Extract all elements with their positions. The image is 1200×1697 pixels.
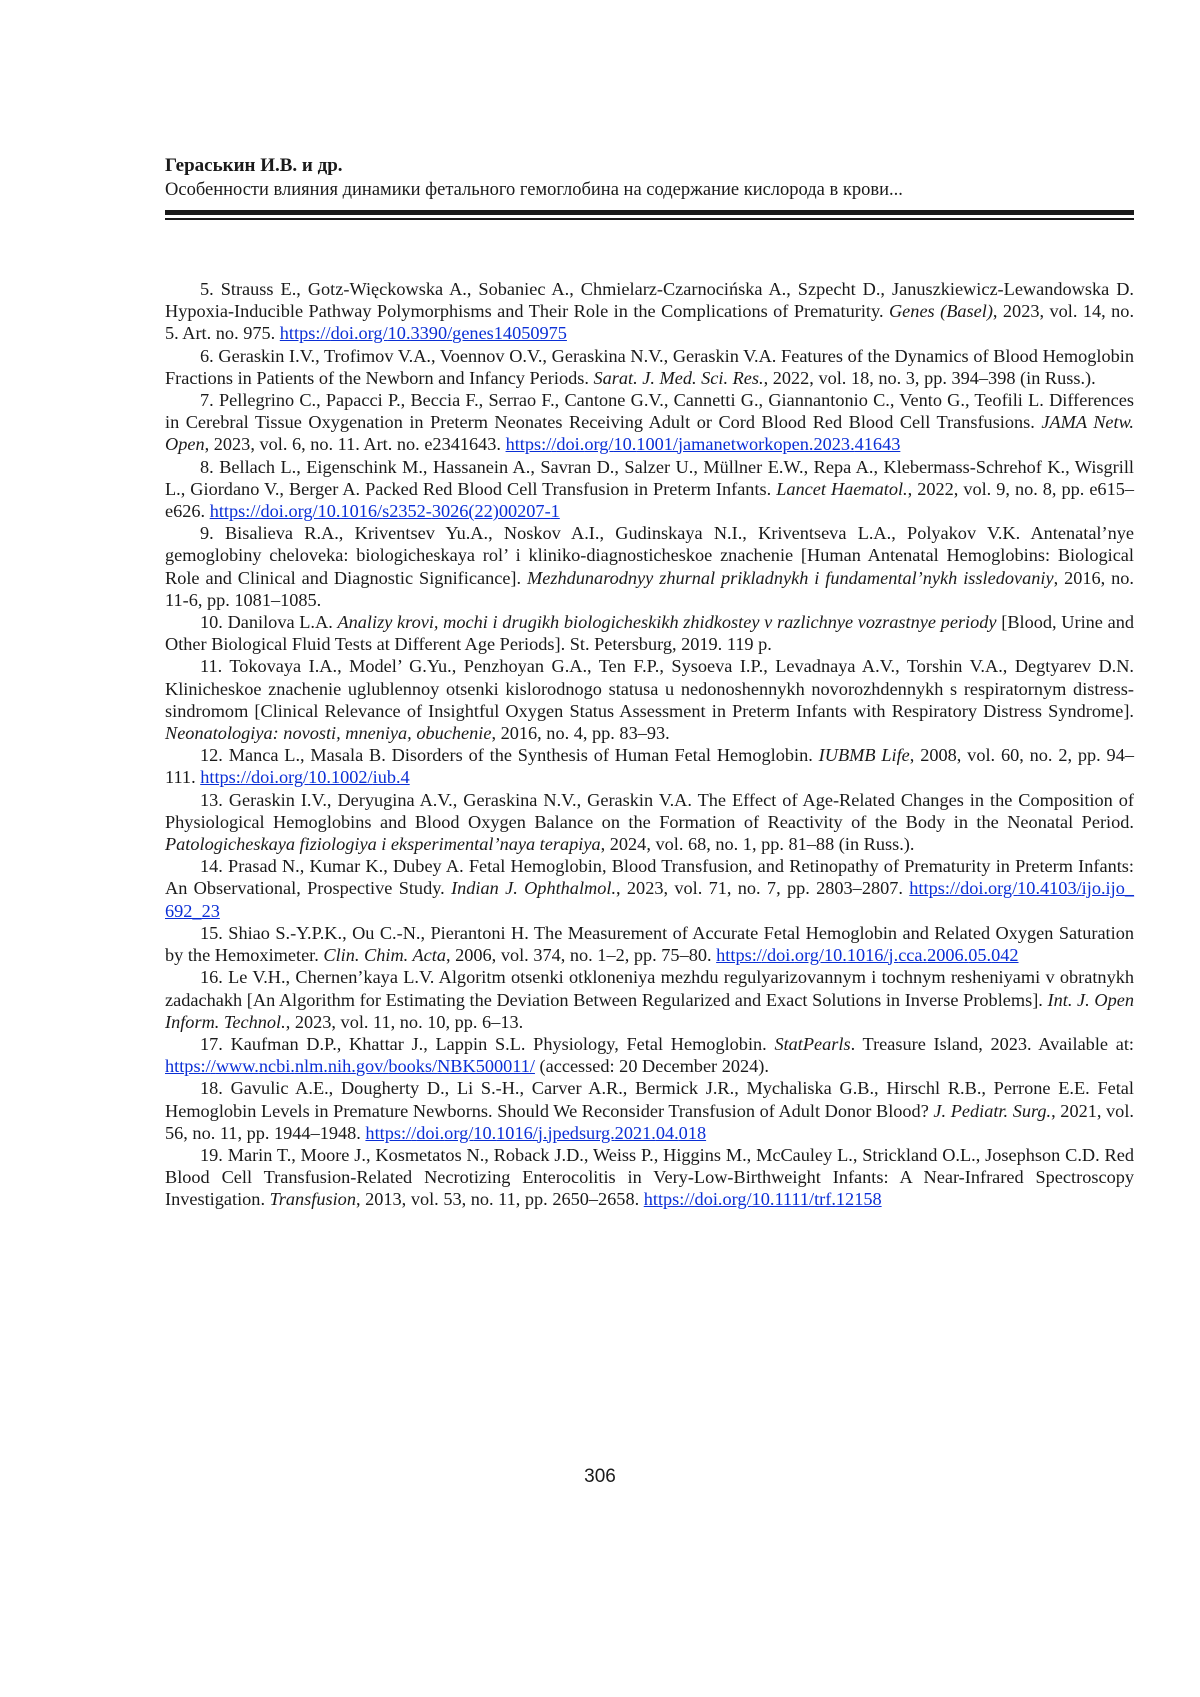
reference-item <box>165 611 1134 655</box>
doi-link[interactable]: https://doi.org/10.1016/s2352-3026(22)00207-1 <box>209 501 560 522</box>
reference-text: Geraskin I.V., Deryugina A.V., Geraskina N.V., Geraskin V.A. The Effect of Age-Related Changes in the Composition of Physiological Hemoglobins and Blood Oxygen Balance on the Formation of Reactivity of the Body in the Neonatal Period. <box>165 789 1134 832</box>
reference-item <box>165 1033 1134 1077</box>
journal-title: Transfusion <box>269 1189 356 1210</box>
journal-title: Int. J. Open Inform. Technol. <box>165 989 1134 1032</box>
header-authors: Гераськин И.В. и др. <box>165 155 343 176</box>
journal-title: Lancet Haematol. <box>776 478 908 499</box>
reference-text: Geraskin I.V., Trofimov V.A., Voennov O.V., Geraskina N.V., Geraskin V.A. Features of the Dynamics of Blood Hemoglobin Fractions in Patients of the Newborn and Infancy Periods. <box>165 345 1134 388</box>
reference-number: 8. <box>200 456 214 477</box>
reference-number: 18. <box>200 1078 223 1099</box>
journal-title: Neonatologiya: novosti, mneniya, obuchenie <box>165 723 492 744</box>
journal-title: Mezhdunarodnyy zhurnal prikladnykh i fundamental’nykh issledovaniy <box>527 567 1054 588</box>
journal-title: Indian J. Ophthalmol. <box>451 878 617 899</box>
doi-link[interactable]: https://doi.org/10.1016/j.cca.2006.05.042 <box>716 945 1019 966</box>
reference-text: , 2023, vol. 71, no. 7, pp. 2803–2807. <box>616 878 910 899</box>
reference-number: 5. <box>200 279 214 299</box>
reference-item <box>165 966 1134 1033</box>
reference-number: 14. <box>200 856 223 877</box>
reference-item <box>165 1144 1134 1211</box>
reference-text: Bisalieva R.A., Kriventsev Yu.A., Noskov A.I., Gudinskaya N.I., Kriventseva L.A., Polyakov V.K. Antenatal’nye gemoglobiny cheloveka: biologicheskaya rol’ i kliniko-diagnosticheskoe znachenie [Human Antenatal Hemoglobins: Biological Role and Clinical and Diagnostic Significance]. <box>165 523 1134 588</box>
journal-title: IUBMB Life <box>818 745 910 766</box>
journal-title: Patologicheskaya fiziologiya i eksperimental’naya terapiya <box>165 834 601 855</box>
doi-link[interactable]: https://doi.org/10.3390/genes14050975 <box>279 323 567 344</box>
reference-number: 11. <box>200 656 223 677</box>
reference-text: . Treasure Island, 2023. Available at: <box>850 1033 1134 1054</box>
reference-text: , 2023, vol. 11, no. 10, pp. 6–13. <box>285 1011 524 1032</box>
reference-number: 9. <box>200 523 214 544</box>
reference-text: Shiao S.-Y.P.K., Ou C.-N., Pierantoni H. The Measurement of Accurate Fetal Hemoglobin and Related Oxygen Saturation by the Hemoximeter. <box>165 922 1134 966</box>
doi-link[interactable]: https://doi.org/10.1016/j.jpedsurg.2021.04.018 <box>365 1122 707 1143</box>
reference-item <box>165 744 1134 788</box>
reference-item <box>165 789 1134 856</box>
reference-text: , 2006, vol. 374, no. 1–2, pp. 75–80. <box>445 945 717 966</box>
doi-link[interactable]: https://www.ncbi.nlm.nih.gov/books/NBK500011/ <box>165 1056 535 1077</box>
doi-link[interactable]: https://doi.org/10.1001/jamanetworkopen.2023.41643 <box>505 434 901 455</box>
reference-text: , 2008, vol. 60, no. 2, pp. 94–111. <box>165 745 1134 788</box>
reference-text: Tokovaya I.A., Model’ G.Yu., Penzhoyan G.A., Ten F.P., Sysoeva I.P., Levadnaya A.V., Torshin V.A., Degtyarev D.N. Klinicheskoe znachenie uglublennoy otsenki kislorodnogo statusa u nedonoshennykh novorozhdennykh s respiratornym distress-sindromom [Clinical Relevance of Insightful Oxygen Status Assessment in Preterm Infants with Respiratory Distress Syndrome]. <box>165 656 1134 721</box>
header-article-title: Особенности влияния динамики фетального гемоглобина на содержание кислорода в крови... <box>165 180 903 200</box>
reference-text: Pellegrino C., Papacci P., Beccia F., Serrao F., Cantone G.V., Cannetti G., Giannantonio C., Vento G., Teofili L. Differences in Cerebral Tissue Oxygenation in Preterm Neonates Receiving Adult or Cord Blood Red Blood Cell Transfusions. <box>165 390 1135 433</box>
reference-text: , 2023, vol. 14, no. 5. Art. no. 975. <box>165 301 1135 344</box>
journal-title: StatPearls <box>774 1033 851 1054</box>
reference-number: 13. <box>200 789 223 810</box>
reference-text: Marin T., Moore J., Kosmetatos N., Roback J.D., Weiss P., Higgins M., McCauley L., Strickland O.L., Josephson C.D. Red Blood Cell Transfusion-Related Necrotizing Enterocolitis in Very-Low-Birthweight Infants: A Near-Infrared Spectroscopy Investigation. <box>165 1144 1134 1210</box>
reference-text: , 2016, no. 11-6, pp. 1081–1085. <box>165 567 1134 610</box>
reference-text: [Blood, Urine and Other Biological Fluid Tests at Different Age Periods]. St. Petersburg, 2019. 119 p. <box>165 612 1134 655</box>
reference-item <box>165 655 1134 744</box>
reference-text: , 2013, vol. 53, no. 11, pp. 2650–2658. <box>355 1189 644 1210</box>
reference-number: 6. <box>200 345 214 366</box>
journal-title: JAMA Netw. Open <box>165 412 1134 455</box>
reference-text: Gavulic A.E., Dougherty D., Li S.-H., Carver A.R., Bermick J.R., Mychaliska G.B., Hirschl R.B., Perrone E.E. Fetal Hemoglobin Levels in Premature Newborns. Should We Reconsider Transfusion of Adult Donor Blood? <box>165 1078 1134 1121</box>
reference-number: 17. <box>200 1033 223 1054</box>
doi-link[interactable]: https://doi.org/10.1002/iub.4 <box>200 767 410 788</box>
reference-text: Le V.H., Chernen’kaya L.V. Algoritm otsenki otkloneniya mezhdu regulyarizovannym i tochnym resheniyami v obratnykh zadachakh [An Algorithm for Estimating the Deviation Between Regularized and Exact Solutions in Inverse Problems]. <box>165 967 1134 1010</box>
journal-title: Analizy krovi, mochi i drugikh biologicheskikh zhidkostey v razlichnye vozrastnye periody <box>337 612 997 633</box>
reference-text: Kaufman D.P., Khattar J., Lappin S.L. Physiology, Fetal Hemoglobin. <box>230 1033 775 1054</box>
reference-text: (accessed: 20 December 2024). <box>534 1056 769 1077</box>
reference-text: , 2021, vol. 56, no. 11, pp. 1944–1948. <box>165 1100 1134 1143</box>
reference-text: Strauss E., Gotz-Więckowska A., Sobaniec A., Chmielarz-Czarnocińska A., Szpecht D., Januszkiewicz-Lewandowska D. Hypoxia-Inducible Pathway Polymorphisms and Their Role in the Complications of Prematurity. <box>165 279 1134 322</box>
reference-item <box>165 922 1134 966</box>
journal-title: J. Pediatr. Surg. <box>933 1100 1052 1121</box>
page-number: 306 <box>584 1466 616 1487</box>
reference-text: , 2024, vol. 68, no. 1, pp. 81–88 (in Russ.). <box>600 834 915 855</box>
reference-number: 15. <box>200 922 223 943</box>
reference-item <box>165 1077 1134 1144</box>
reference-text: , 2022, vol. 18, no. 3, pp. 394–398 (in Russ.). <box>763 367 1096 388</box>
reference-number: 19. <box>200 1144 223 1165</box>
reference-text: Manca L., Masala B. Disorders of the Synthesis of Human Fetal Hemoglobin. <box>228 745 819 766</box>
reference-item <box>165 278 1134 345</box>
reference-text: , 2023, vol. 6, no. 11. Art. no. e2341643. <box>204 434 506 455</box>
reference-list <box>165 278 1134 1211</box>
reference-number: 12. <box>200 745 223 766</box>
journal-title: Sarat. J. Med. Sci. Res. <box>593 367 764 388</box>
reference-text: , 2022, vol. 9, no. 8, pp. e615–e626. <box>165 478 1134 522</box>
header-rule-thick <box>165 210 1134 215</box>
reference-text: Bellach L., Eigenschink M., Hassanein A., Savran D., Salzer U., Müllner E.W., Repa A., Klebermass-Schrehof K., Wisgrill L., Giordano V., Berger A. Packed Red Blood Cell Transfusion in Preterm Infants. <box>165 456 1134 499</box>
reference-number: 10. <box>200 612 223 633</box>
reference-text: Prasad N., Kumar K., Dubey A. Fetal Hemoglobin, Blood Transfusion, and Retinopathy of Prematurity in Preterm Infants: An Observational, Prospective Study. <box>165 856 1134 899</box>
running-header <box>165 154 1085 202</box>
reference-item <box>165 456 1134 523</box>
journal-title: Clin. Chim. Acta <box>323 945 446 966</box>
doi-link[interactable]: https://doi.org/10.1111/trf.12158 <box>643 1189 882 1210</box>
journal-title: Genes (Basel) <box>888 301 993 322</box>
reference-item <box>165 855 1134 922</box>
doi-link[interactable]: https://doi.org/10.4103/ijo.ijo_692_23 <box>165 878 1134 921</box>
reference-number: 7. <box>200 390 214 411</box>
reference-item <box>165 389 1134 456</box>
header-rule-thin <box>165 218 1134 220</box>
reference-number: 16. <box>200 967 223 988</box>
reference-item <box>165 522 1134 611</box>
reference-item <box>165 345 1134 389</box>
reference-text: Danilova L.A. <box>227 612 338 633</box>
reference-text: , 2016, no. 4, pp. 83–93. <box>491 723 670 744</box>
